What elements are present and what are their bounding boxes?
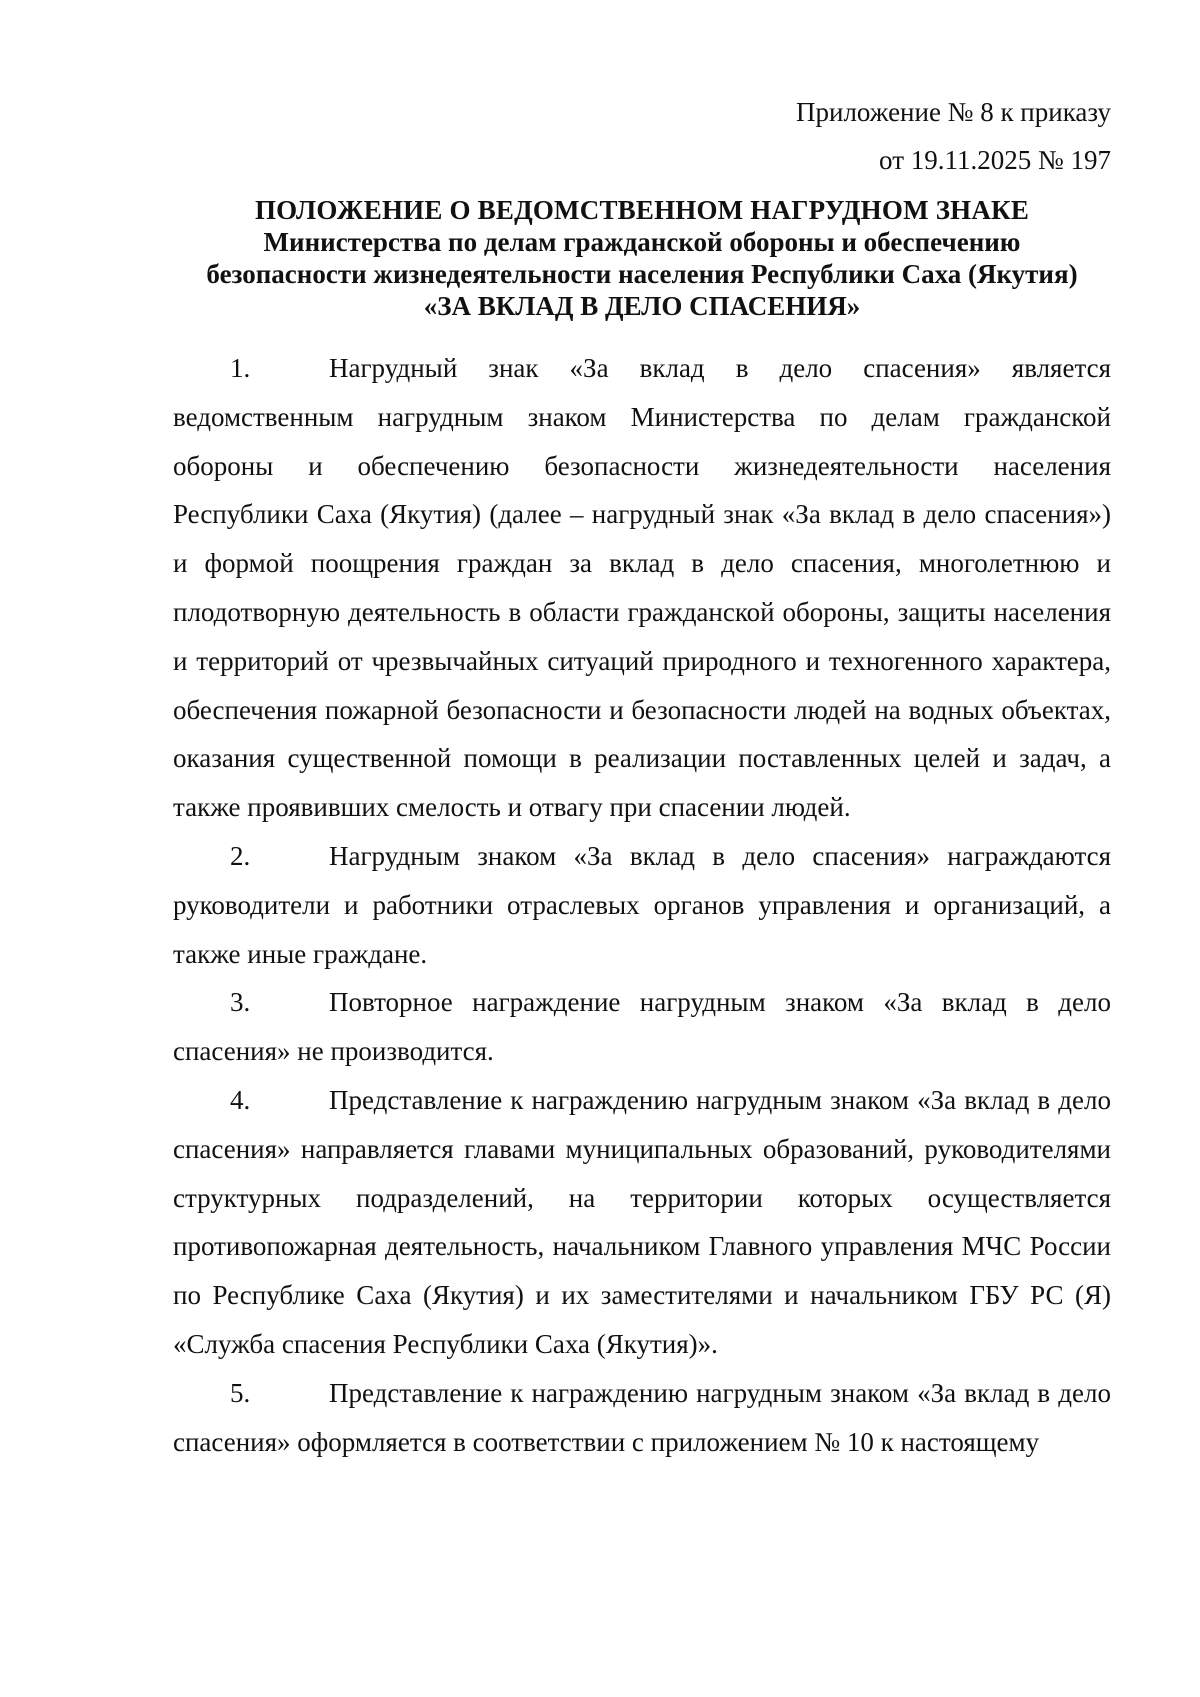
- paragraph-number: 4.: [230, 1084, 251, 1115]
- paragraph-text: Нагрудным знаком «За вклад в дело спасения» награждаются руководители и работники отраслевых органов управления и организаций, а также иные граждане.: [173, 840, 1111, 969]
- paragraph-number: 5.: [230, 1377, 251, 1408]
- paragraph-text: Повторное награждение нагрудным знаком «За вклад в дело спасения» не производится.: [173, 987, 1111, 1067]
- paragraph-1: [173, 344, 1111, 832]
- title-line-3: безопасности жизнедеятельности населения Республики Саха (Якутия): [206, 259, 1078, 289]
- paragraph-text: Представление к награждению нагрудным знаком «За вклад в дело спасения» направляется главами муниципальных образований, руководителями структурных подразделений, на территории которых осуществляется противопожарная деятельность, начальником Главного управления МЧС России по Республике Саха (Якутия) и их заместителями и начальником ГБУ РС (Я) «Служба спасения Республики Саха (Якутия)».: [173, 1084, 1111, 1359]
- paragraph-text: Нагрудный знак «За вклад в дело спасения» является ведомственным нагрудным знаком Министерства по делам гражданской обороны и обеспечению безопасности жизнедеятельности населения Республики Саха (Якутия) (далее – нагрудный знак «За вклад в дело спасения») и формой поощрения граждан за вклад в дело спасения, многолетнюю и плодотворную деятельность в области гражданской обороны, защиты населения и территорий от чрезвычайных ситуаций природного и техногенного характера, обеспечения пожарной безопасности и безопасности людей на водных объектах, оказания существенной помощи в реализации поставленных целей и задач, а также проявивших смелость и отвагу при спасении людей.: [173, 353, 1111, 823]
- paragraph-number: 2.: [230, 840, 251, 871]
- paragraph-5: [173, 1369, 1111, 1467]
- document-page: [173, 88, 1111, 1466]
- title-line-2: Министерства по делам гражданской обороны и обеспечению: [263, 227, 1021, 257]
- paragraph-number: 3.: [230, 987, 251, 1018]
- document-title: [173, 194, 1111, 322]
- paragraph-3: [173, 978, 1111, 1076]
- appendix-header: [173, 88, 1111, 184]
- paragraph-number: 1.: [230, 353, 251, 383]
- paragraph-2: [173, 832, 1111, 978]
- paragraph-text: Представление к награждению нагрудным знаком «За вклад в дело спасения» оформляется в соответствии с приложением № 10 к настоящему: [173, 1377, 1111, 1457]
- paragraph-4: [173, 1076, 1111, 1369]
- title-line-1: ПОЛОЖЕНИЕ О ВЕДОМСТВЕННОМ НАГРУДНОМ ЗНАКЕ: [254, 195, 1030, 225]
- title-line-4: «ЗА ВКЛАД В ДЕЛО СПАСЕНИЯ»: [423, 291, 861, 321]
- appendix-line-1: Приложение № 8 к приказу: [796, 97, 1111, 127]
- document-body: [173, 344, 1111, 1466]
- appendix-line-2: от 19.11.2025 № 197: [879, 145, 1111, 175]
